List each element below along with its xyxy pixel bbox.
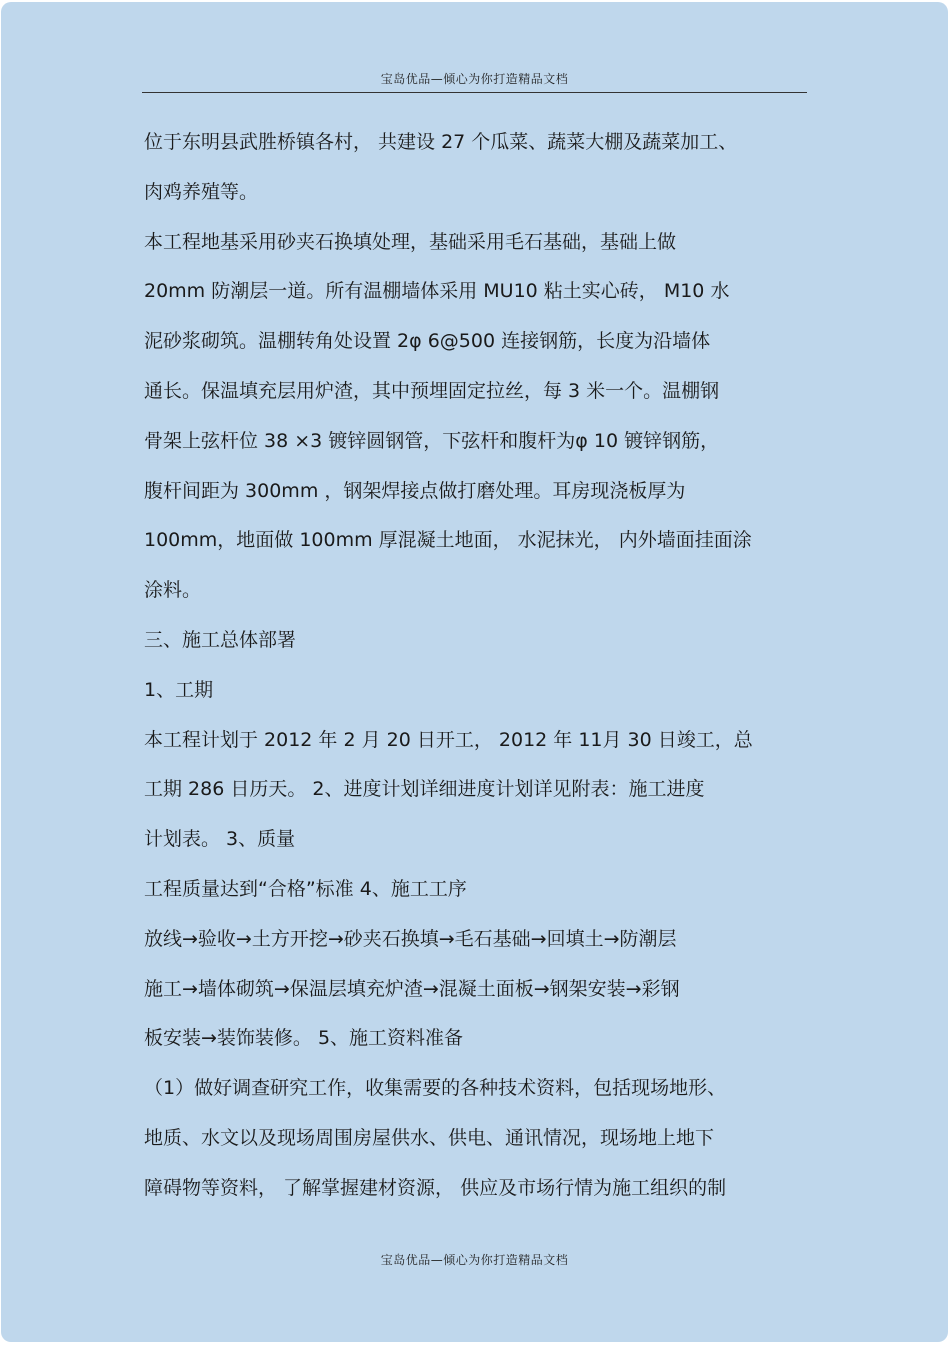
subsection-heading: 1、工期	[144, 678, 214, 701]
text-line: 板安装→装饰装修。 5、施工资料准备	[144, 1027, 464, 1050]
text-line: 泥砂浆砌筑。温棚转角处设置 2φ 6@500 连接钢筋，长度为沿墙体	[144, 330, 711, 353]
text-line: 涂料。	[144, 579, 202, 602]
text-line: 障碍物等资料， 了解掌握建材资源， 供应及市场行情为施工组织的制	[144, 1176, 727, 1199]
section-heading: 三、施工总体部署	[144, 628, 297, 651]
text-line: 本工程计划于 2012 年 2 月 20 日开工， 2012 年 11月 30 日竣工，总	[144, 728, 753, 751]
text-line: 通长。保温填充层用炉渣，其中预埋固定拉丝，每 3 米一个。温棚钢	[144, 379, 720, 402]
text-line: （1）做好调查研究工作，收集需要的各种技术资料，包括现场地形、	[144, 1077, 727, 1100]
page-footer: 宝岛优品—倾心为你打造精品文档	[380, 1253, 569, 1267]
header-rule	[142, 92, 807, 93]
body-text	[144, 124, 814, 1220]
text-line: 放线→验收→土方开挖→砂夹石换填→毛石基础→回填土→防潮层	[144, 927, 677, 950]
text-line: 位于东明县武胜桥镇各村， 共建设 27 个瓜菜、蔬菜大棚及蔬菜加工、	[144, 131, 738, 153]
text-line: 计划表。 3、质量	[144, 828, 296, 851]
text-line: 骨架上弦杆位 38 ×3 镀锌圆钢管，下弦杆和腹杆为φ 10 镀锌钢筋，	[144, 429, 720, 452]
text-line: 100mm，地面做 100mm 厚混凝土地面， 水泥抹光， 内外墙面挂面涂	[144, 529, 752, 552]
document-page	[1, 2, 948, 1342]
text-line: 本工程地基采用砂夹石换填处理，基础采用毛石基础，基础上做	[144, 230, 677, 253]
text-line: 肉鸡养殖等。	[144, 180, 259, 203]
text-line: 20mm 防潮层一道。所有温棚墙体采用 MU10 粘土实心砖， M10 水	[144, 280, 730, 303]
text-line: 施工→墙体砌筑→保温层填充炉渣→混凝土面板→钢架安装→彩钢	[144, 977, 680, 1000]
text-line: 工程质量达到“合格”标准 4、施工工序	[144, 877, 467, 900]
text-line: 地质、水文以及现场周围房屋供水、供电、通讯情况，现场地上地下	[144, 1126, 715, 1149]
text-line: 工期 286 日历天。 2、进度计划详细进度计划详见附表：施工进度	[144, 778, 705, 801]
text-line: 腹杆间距为 300mm ，钢架焊接点做打磨处理。耳房现浇板厚为	[144, 479, 686, 502]
page-header: 宝岛优品—倾心为你打造精品文档	[380, 72, 569, 86]
